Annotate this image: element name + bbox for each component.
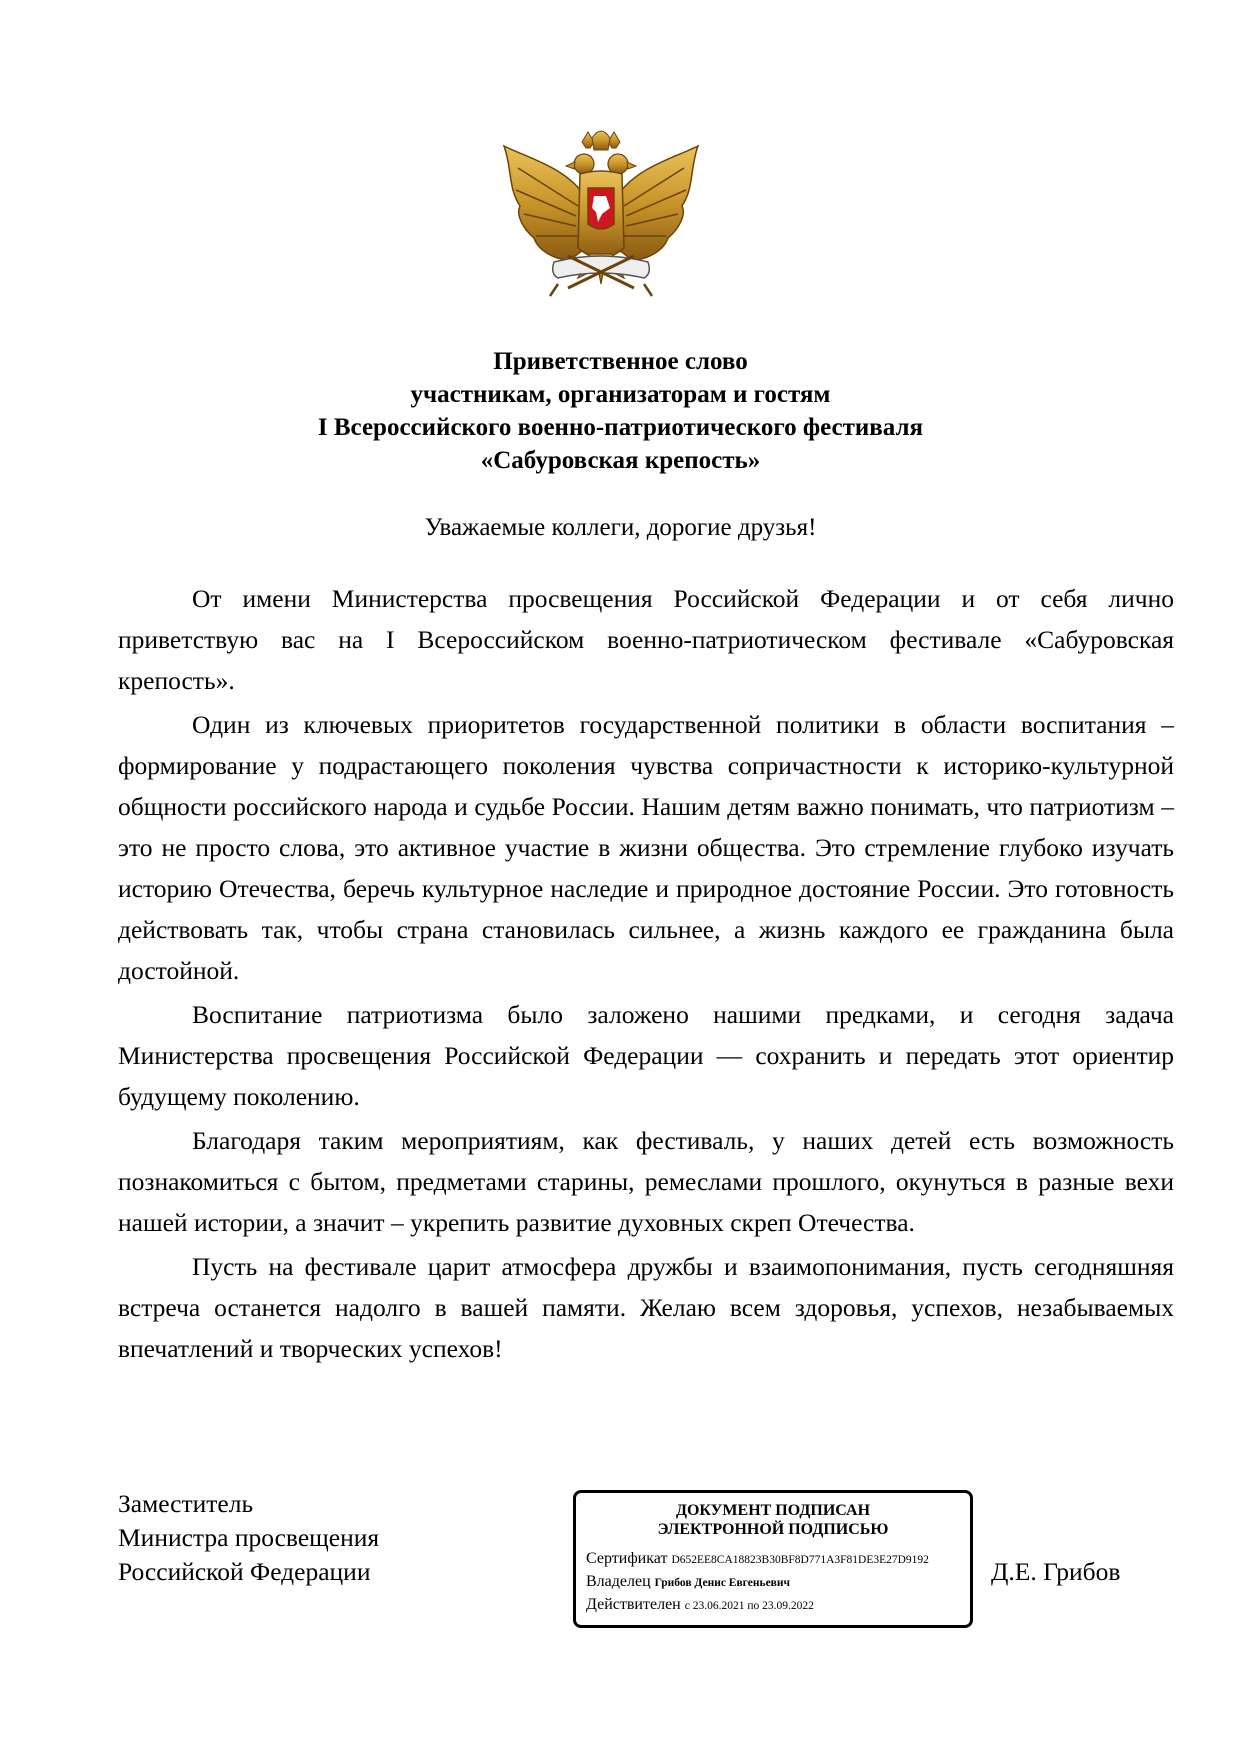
paragraph: Благодаря таким мероприятиям, как фестиваль, у наших детей есть возможность познакомиться с бытом, предметами старины, ремеслами прошлого, окунуться в разные вехи нашей истории, а значит – укрепить развитие духовных скреп Отечества.: [118, 1126, 1174, 1237]
stamp-title-line: ДОКУМЕНТ ПОДПИСАН: [675, 1502, 871, 1519]
title-line: Приветственное слово: [493, 348, 748, 375]
double-headed-eagle-emblem-icon: [498, 128, 704, 304]
signer-name: Д.Е. Грибов: [991, 1557, 1121, 1586]
signer-position-line: Министра просвещения: [118, 1523, 380, 1552]
stamp-owner-row: [586, 1571, 960, 1594]
paragraph: От имени Министерства просвещения Российской Федерации и от себя лично приветствую вас на I Всероссийском военно-патриотическом фестивале «Сабуровская крепость».: [118, 584, 1174, 695]
stamp-owner-value: Грибов Денис Евгеньевич: [654, 1577, 790, 1589]
title-line: I Всероссийского военно-патриотического фестиваля: [317, 414, 924, 441]
letter-body: [118, 578, 1174, 1372]
document-title: [100, 345, 1141, 477]
electronic-signature-stamp: [573, 1490, 973, 1628]
paragraph: Один из ключевых приоритетов государственной политики в области воспитания – формирование у подрастающего поколения чувства сопричастности к историко-культурной общности российского народа и судьбе России. Нашим детям важно понимать, что патриотизм – это не просто слова, это активное участие в жизни общества. Это стремление глубоко изучать историю Отечества, беречь культурное наследие и природное достояние России. Это готовность действовать так, чтобы страна становилась сильнее, а жизнь каждого ее гражданина была достойной.: [118, 710, 1174, 985]
stamp-certificate-label: Сертификат: [586, 1550, 668, 1567]
signer-position: [118, 1487, 379, 1589]
emblem: [498, 128, 704, 304]
signer-position-line: Российской Федерации: [118, 1557, 371, 1586]
stamp-certificate-value: D652EE8CA18823B30BF8D771A3F81DE3E27D9192: [671, 1554, 929, 1566]
stamp-title-line: ЭЛЕКТРОННОЙ ПОДПИСЬЮ: [657, 1521, 889, 1538]
paragraph: Воспитание патриотизма было заложено нашими предками, и сегодня задача Министерства просвещения Российской Федерации — сохранить и передать этот ориентир будущему поколению.: [118, 1000, 1174, 1111]
stamp-title: [586, 1501, 960, 1539]
signer-position-line: Заместитель: [118, 1489, 254, 1518]
paragraph: Пусть на фестивале царит атмосфера дружбы и взаимопонимания, пусть сегодняшняя встреча останется надолго в вашей памяти. Желаю всем здоровья, успехов, незабываемых впечатлений и творческих успехов!: [118, 1252, 1174, 1363]
stamp-valid-row: [586, 1594, 960, 1617]
stamp-certificate-row: [586, 1548, 960, 1571]
greeting: Уважаемые коллеги, дорогие друзья!: [424, 514, 817, 541]
title-line: участникам, организаторам и гостям: [410, 381, 831, 408]
stamp-owner-label: Владелец: [586, 1573, 651, 1590]
title-line: «Сабуровская крепость»: [480, 447, 761, 474]
stamp-valid-label: Действителен: [586, 1596, 681, 1613]
stamp-valid-value: с 23.06.2021 по 23.09.2022: [684, 1600, 814, 1612]
